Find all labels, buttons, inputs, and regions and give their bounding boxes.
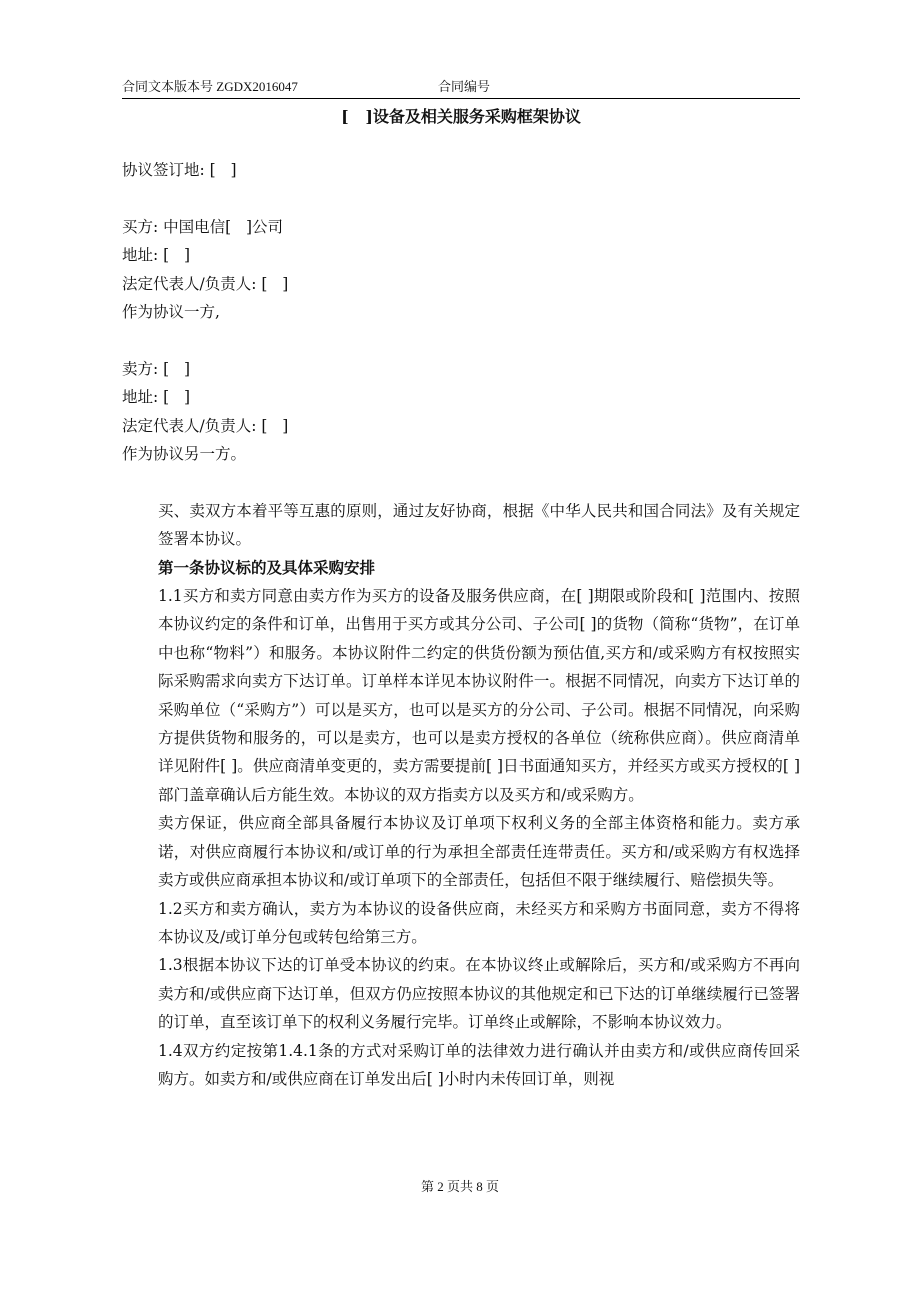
spacer <box>122 468 800 496</box>
contract-version-label: 合同文本版本号 ZGDX2016047 <box>122 79 298 94</box>
seller-guarantee-paragraph: 卖方保证，供应商全部具备履行本协议及订单项下权利义务的全部主体资格和能力。卖方承诺，对供应商履行本协议和/或订单的行为承担全部责任连带责任。买方和/或采购方有权选择卖方或供应商承担本协议和/或订单项下的全部责任，包括但不限于继续履行、赔偿损失等。 <box>158 814 800 890</box>
buyer-representative: 法定代表人/负责人: [ ] <box>122 274 289 293</box>
contract-number-label: 合同编号 <box>438 79 491 94</box>
clause-1-3: 1.3根据本协议下达的订单受本协议的约束。在本协议终止或解除后，买方和/或采购方不再向卖方和/或供应商下达订单，但双方仍应按照本协议的其他规定和已下达的订单继续履行已签署的订单，直至该订单下的权利义务履行完毕。订单终止或解除，不影响本协议效力。 <box>158 956 800 1032</box>
page-footer: 第 2 页共 8 页 <box>420 1179 499 1194</box>
page-header <box>122 76 800 99</box>
seller-representative: 法定代表人/负责人: [ ] <box>122 416 289 435</box>
preamble-paragraph: 买、卖双方本着平等互惠的原则，通过友好协商，根据《中华人民共和国合同法》及有关规定签署本协议。 <box>158 501 800 549</box>
article-1-heading: 第一条协议标的及具体采购安排 <box>158 557 376 577</box>
seller-name: 卖方: [ ] <box>122 359 191 378</box>
clause-1-2: 1.2买方和卖方确认，卖方为本协议的设备供应商，未经买方和采购方书面同意，卖方不得将本协议及/或订单分包或转包给第三方。 <box>158 899 800 946</box>
spacer <box>122 184 800 212</box>
seller-address: 地址: [ ] <box>122 388 191 407</box>
buyer-address: 地址: [ ] <box>122 246 191 265</box>
seller-role: 作为协议另一方。 <box>122 445 247 464</box>
buyer-role: 作为协议一方, <box>122 303 220 322</box>
clause-1-4: 1.4双方约定按第1.4.1条的方式对采购订单的法律效力进行确认并由卖方和/或供应商传回采购方。如卖方和/或供应商在订单发出后[ ]小时内未传回订单，则视 <box>158 1041 800 1088</box>
document-title: [ ]设备及相关服务采购框架协议 <box>341 107 581 126</box>
signing-place: 协议签订地: [ ] <box>122 161 237 179</box>
buyer-name: 买方: 中国电信[ ]公司 <box>122 217 284 236</box>
document-body <box>122 156 800 1093</box>
spacer <box>122 326 800 354</box>
clause-1-1: 1.1买方和卖方同意由卖方作为买方的设备及服务供应商，在[ ]期限或阶段和[ ]范围内、按照本协议约定的条件和订单，出售用于买方或其分公司、子公司[ ]的货物（简称“货物”，在订单中也称“物料”）和服务。本协议附件二约定的供货份额为预估值,买方和/或采购方有权按照实际采购需求向卖方下达订单。订单样本详见本协议附件一。根据不同情况，向卖方下达订单的采购单位（“采购方”）可以是买方，也可以是买方的分公司、子公司。根据不同情况，向采购方提供货物和服务的，可以是卖方，也可以是卖方授权的各单位（统称供应商）。供应商清单详见附件[ ]。供应商清单变更的，卖方需要提前[ ]日书面通知买方，并经买方或买方授权的[ ] 部门盖章确认后方能生效。本协议的双方指卖方以及买方和/或采购方。 <box>158 587 800 804</box>
